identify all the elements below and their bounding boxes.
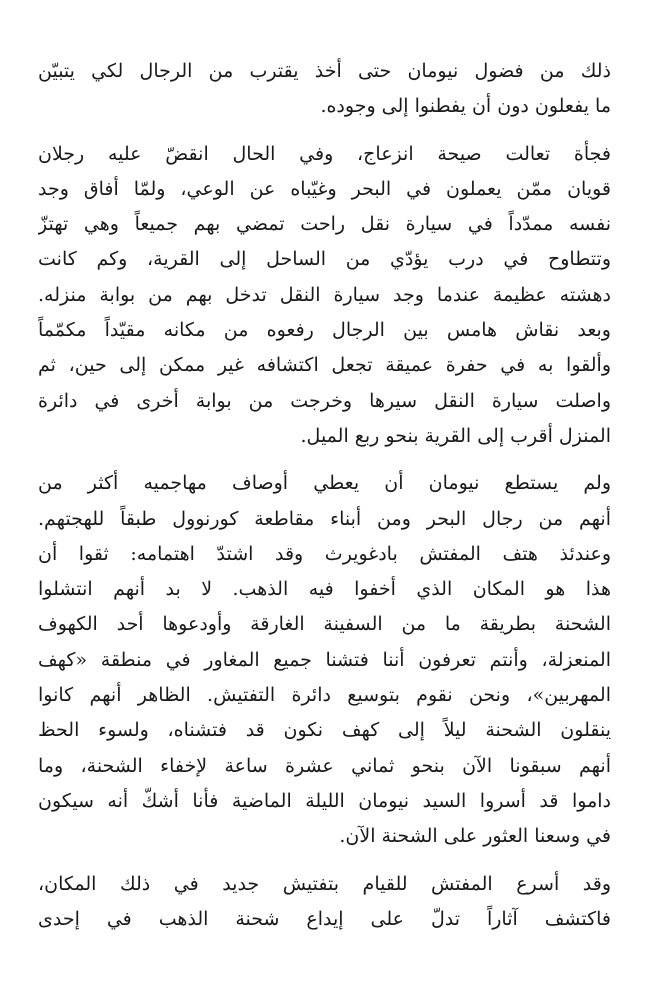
- text-line: وبعد نقاش هامس بين الرجال رفعوه من مكانه مقيّداً مكمّماً: [38, 319, 611, 342]
- text-line: وألقوا به في حفرة عميقة تجعل اكتشافه غير ممكن إلى حين، ثم: [38, 354, 611, 377]
- text-line: ينقلون الشحنة ليلاً إلى كهف نكون قد فتشناه، ولسوء الحظ: [38, 719, 611, 742]
- text-line: قويان ممّن يعملون في البحر وغيّباه عن الوعي، ولمّا أفاق وجد: [38, 177, 611, 200]
- paragraph-3: [38, 466, 611, 854]
- text-line: ذلك من فضول نيومان حتى أخذ يقترب من الرجال لكي يتبيّن: [38, 60, 611, 82]
- text-line: أنهم سبقونا الآن بنحو ثماني عشرة ساعة لإخفاء الشحنة، وما: [38, 754, 611, 777]
- text-line: فاكتشف آثاراً تدلّ على إيداع شحنة الذهب في إحدى: [38, 907, 611, 930]
- text-line: هذا هو المكان الذي أخفوا فيه الذهب. لا بد أنهم انتشلوا: [38, 578, 611, 601]
- text-line: نفسه ممدّداً في سيارة نقل راحت تمضي بهم جميعاً وهي تهتزّ: [38, 213, 611, 236]
- text-line: وتتطاوح في درب يؤدّي من الساحل إلى القرية، وكم كانت: [38, 248, 611, 271]
- text-line: واصلت سيارة النقل سيرها وخرجت من بوابة أخرى في دائرة: [38, 389, 611, 412]
- text-line: وعندئذ هتف المفتش بادغويرث وقد اشتدّ اهتمامه: ثقوا أن: [38, 542, 611, 565]
- paragraph-1: [38, 54, 611, 125]
- text-line: أنهم من رجال البحر ومن أبناء مقاطعة كورنوول طبقاً للهجتهم.: [38, 507, 611, 530]
- text-line: المهربين»، ونحن نقوم بتوسيع دائرة التفتيش. الظاهر أنهم كانوا: [38, 684, 611, 707]
- text-line: داموا قد أسروا السيد نيومان الليلة الماضية فأنا أشكّ أنه سيكون: [38, 789, 611, 812]
- paragraph-4: [38, 867, 611, 938]
- text-line: الشحنة بطريقة ما من السفينة الغارقة وأودعوها أحد الكهوف: [38, 613, 611, 636]
- text-line: المنعزلة، وأنتم تعرفون أننا فتشنا جميع المغاور في منطقة «كهف: [38, 648, 611, 671]
- text-line: دهشته عظيمة عندما وجد سيارة النقل تدخل بهم من بوابة منزله.: [38, 283, 611, 306]
- text-line: ولم يستطع نيومان أن يعطي أوصاف مهاجميه أكثر من: [38, 472, 611, 495]
- text-line: وقد أسرع المفتش للقيام بتفتيش جديد في ذلك المكان،: [38, 872, 611, 895]
- text-line: المنزل أقرب إلى القرية بنحو ربع الميل.: [300, 424, 611, 447]
- paragraph-2: [38, 137, 611, 455]
- text-line: فجأة تعالت صيحة انزعاج، وفي الحال انقضّ عليه رجلان: [38, 142, 611, 165]
- text-line: في وسعنا العثور على الشحنة الآن.: [339, 825, 611, 848]
- text-line: ما يفعلون دون أن يفطنوا إلى وجوده.: [320, 95, 611, 118]
